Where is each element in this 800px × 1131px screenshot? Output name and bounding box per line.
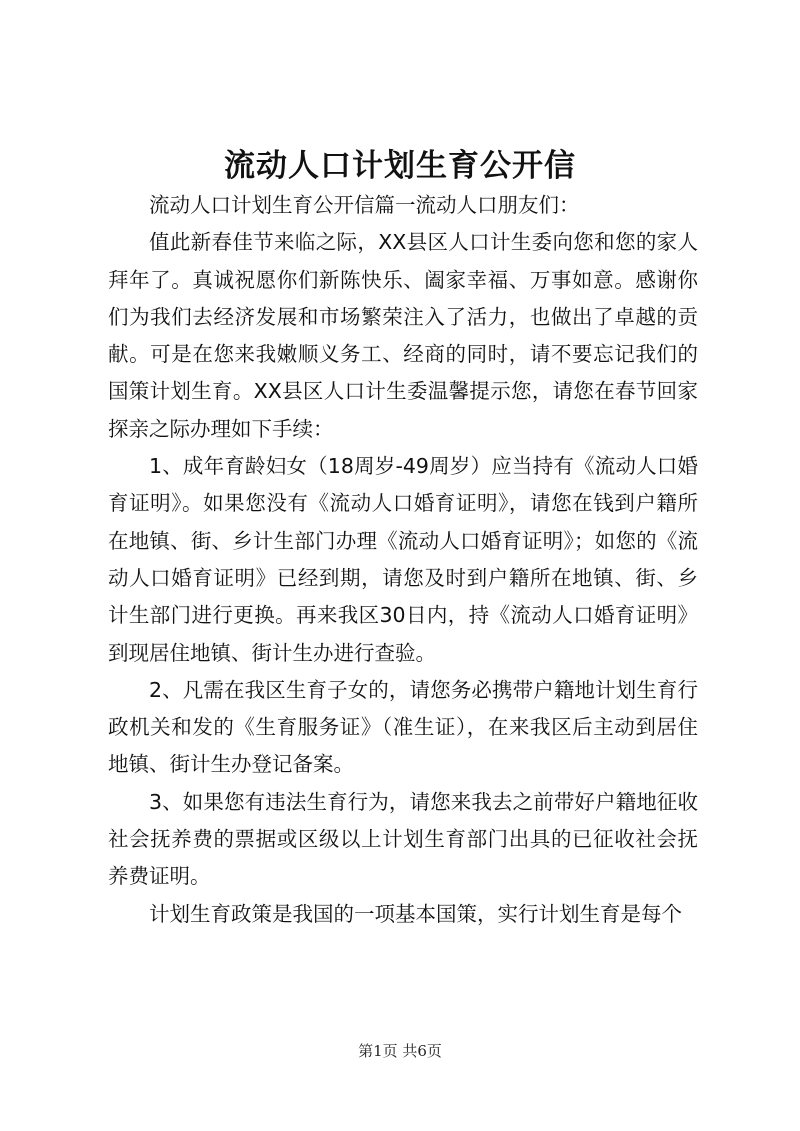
paragraph-greeting: 流动人口计划生育公开信篇一流动人口朋友们： xyxy=(149,193,580,217)
paragraph-item-1: 1、成年育龄妇女（18周岁-49周岁）应当持有《流动人口婚育证明》。如果您没有《流动人口婚育证明》，请您在钱到户籍所在地镇、街、乡计生部门办理《流动人口婚育证明》；如您的《流动人口婚育证明》已经到期，请您及时到户籍所在地镇、街、乡计生部门进行更换。再来我区30日内，持《流动人口婚育证明》到现居住地镇、街计生办进行查验。 xyxy=(108,454,698,665)
paragraph-item-3: 3、如果您有违法生育行为，请您来我去之前带好户籍地征收社会抚养费的票据或区级以上计划生育部门出具的已征收社会抚养费证明。 xyxy=(108,789,698,889)
paragraph-closing: 计划生育政策是我国的一项基本国策，实行计划生育是每个 xyxy=(149,901,682,926)
document-title: 流动人口计划生育公开信 xyxy=(224,148,576,184)
paragraph-item-2: 2、凡需在我区生育子女的，请您务必携带户籍地计划生育行政机关和发的《生育服务证》（准生证），在来我区后主动到居住地镇、街计生办登记备案。 xyxy=(108,677,698,777)
page-number-footer: 第1页 共6页 xyxy=(358,1042,442,1060)
paragraph-intro: 值此新春佳节来临之际，XX县区人口计生委向您和您的家人拜年了。真诚祝愿你们新陈快乐、阖家幸福、万事如意。感谢你们为我们去经济发展和市场繁荣注入了活力，也做出了卓越的贡献。可是在您来我嫩顺义务工、经商的同时，请不要忘记我们的国策计划生育。XX县区人口计生委温馨提示您，请您在春节回家探亲之际办理如下手续： xyxy=(108,230,698,441)
document-body xyxy=(108,187,698,933)
